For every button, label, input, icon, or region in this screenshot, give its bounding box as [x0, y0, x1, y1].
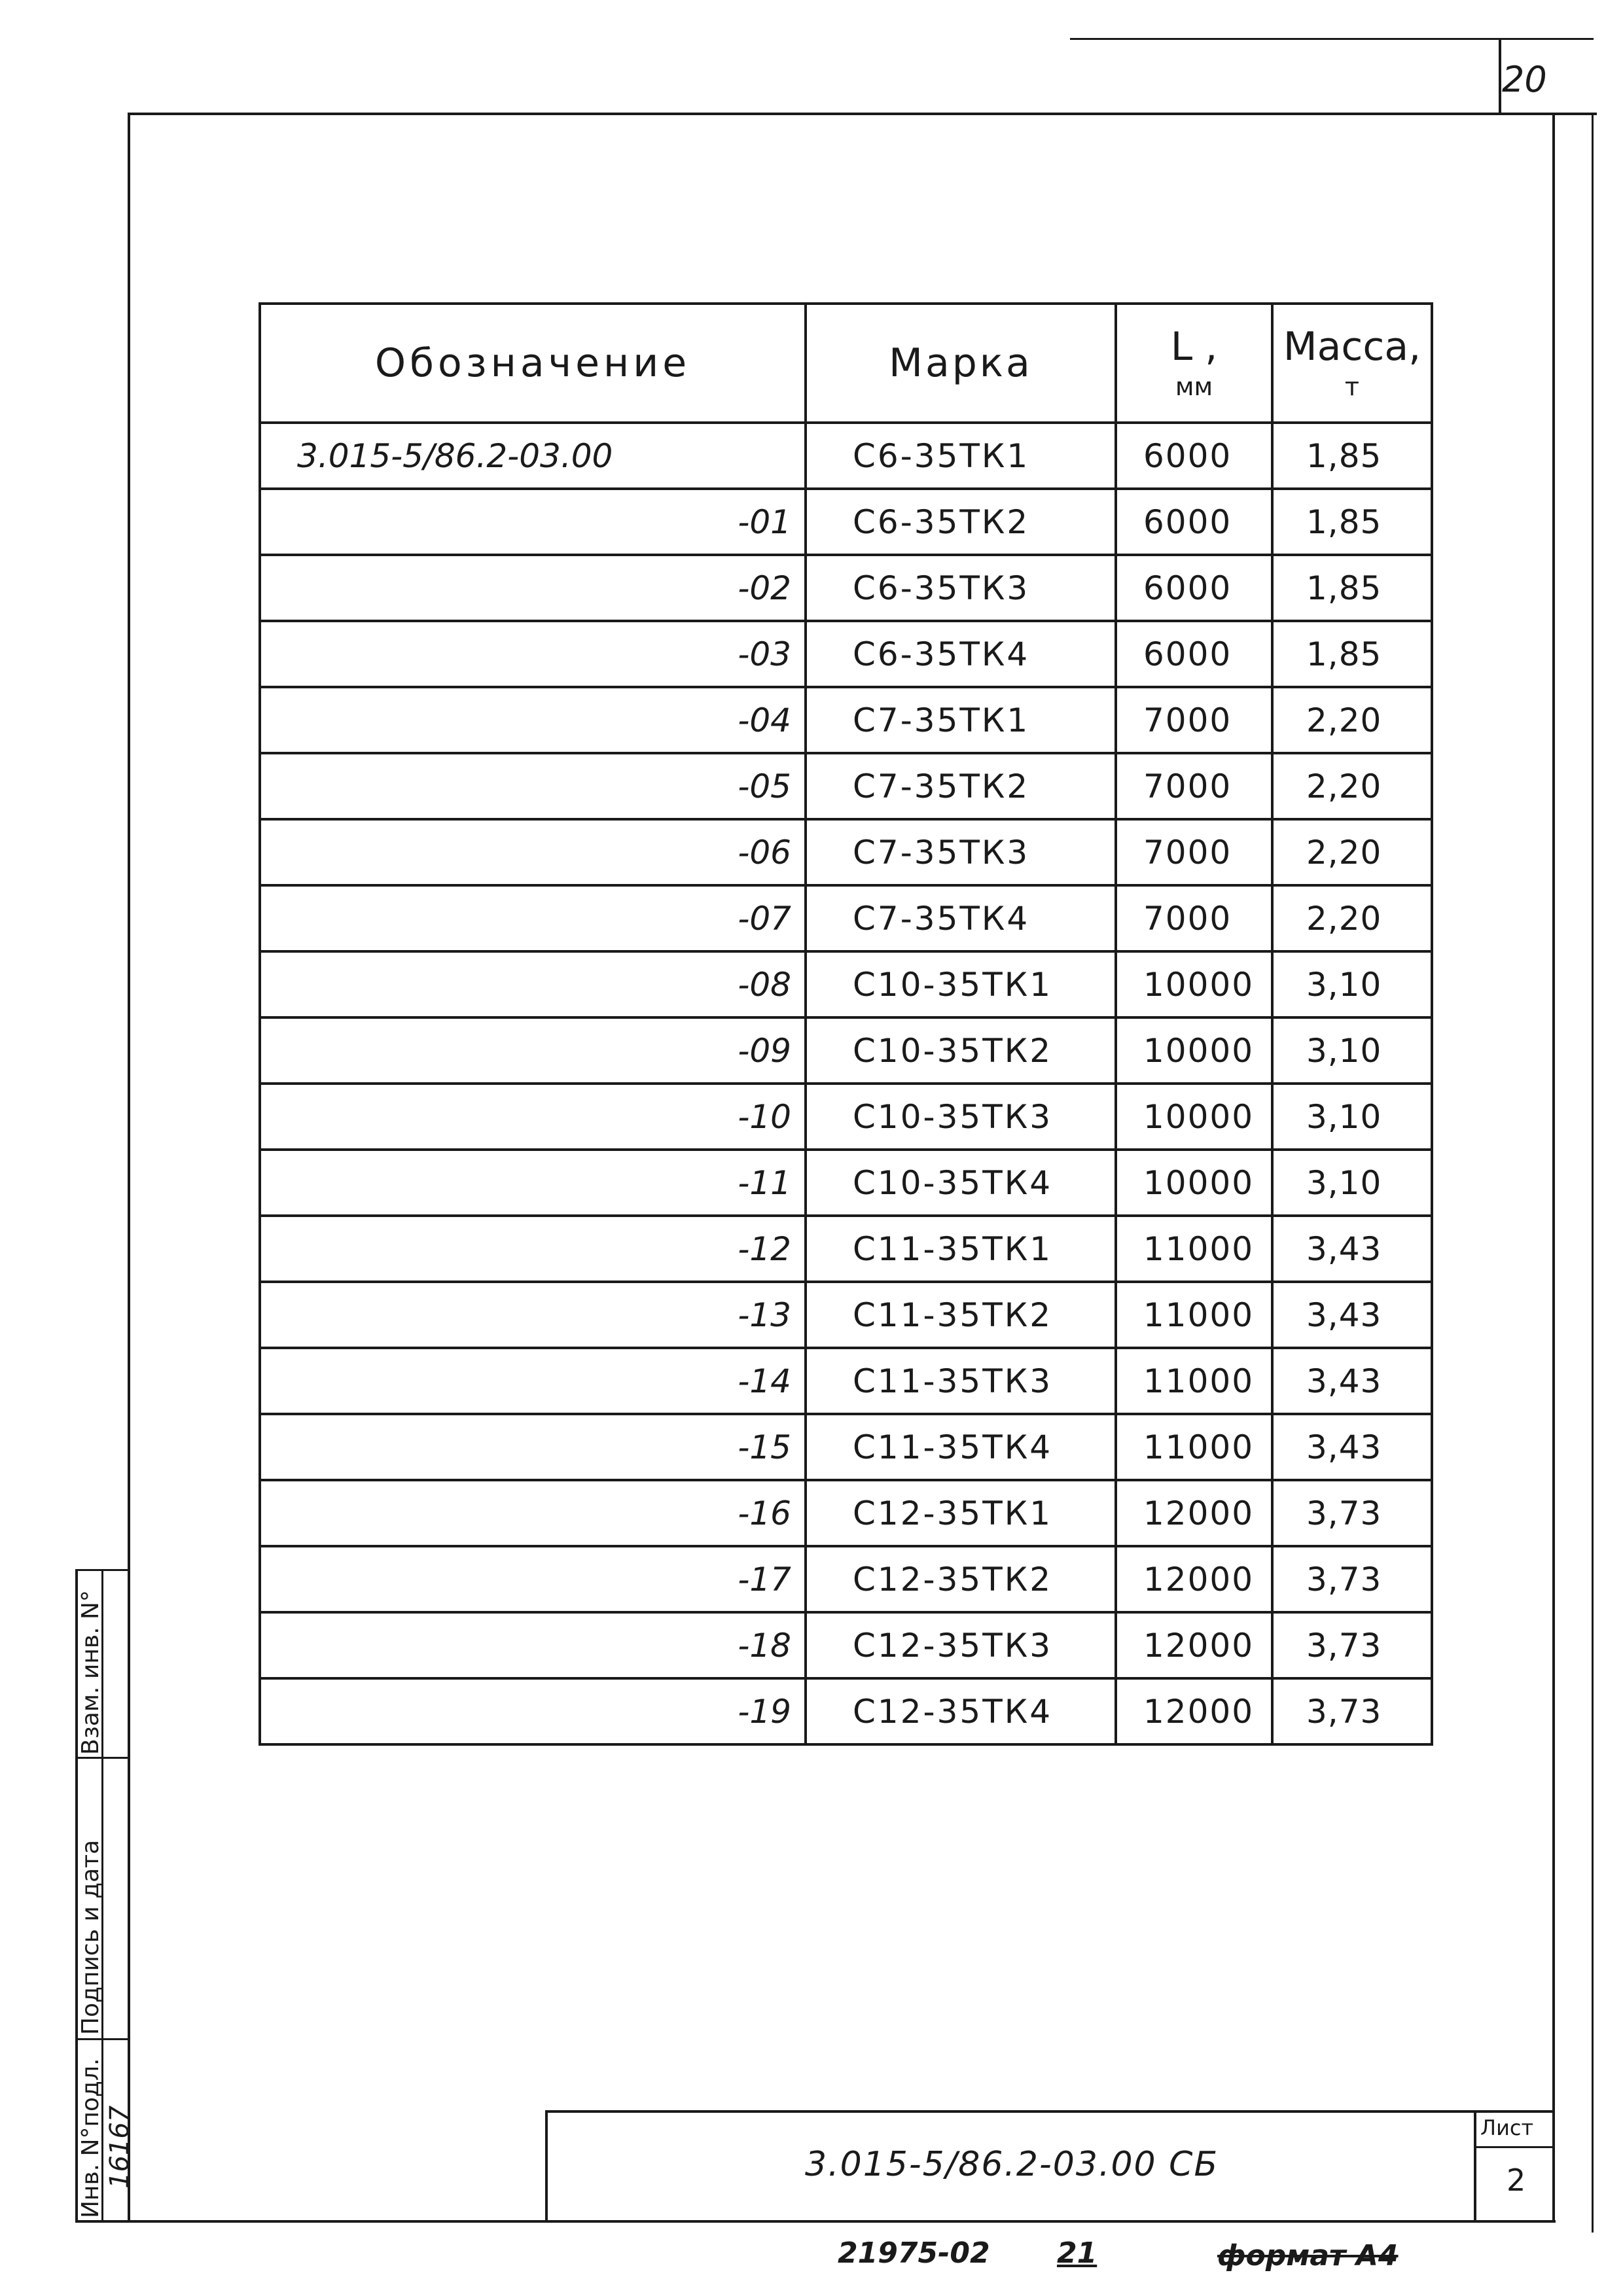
- sheet-number: 2: [1507, 2163, 1526, 2198]
- cell-mass: 3,10: [1272, 1150, 1432, 1216]
- footer-format: формат А4: [1217, 2239, 1399, 2272]
- cell-mark: С6-35ТК1: [806, 423, 1116, 489]
- cell-mark: С10-35ТК3: [806, 1084, 1116, 1150]
- table-row: [260, 753, 1432, 819]
- table-row: [260, 819, 1432, 885]
- cell-mass: 3,43: [1272, 1282, 1432, 1348]
- frame-top: [128, 113, 1597, 115]
- table-row: [260, 1216, 1432, 1282]
- cell-mass: 3,73: [1272, 1678, 1432, 1744]
- cell-designation: -03: [260, 621, 806, 687]
- cell-length: 11000: [1116, 1348, 1272, 1414]
- cell-designation: -18: [260, 1612, 806, 1678]
- cell-mass: 3,10: [1272, 1017, 1432, 1084]
- stamp-sign-date: Подпись и дата: [77, 1839, 104, 2035]
- sheet-label: Лист: [1480, 2115, 1534, 2140]
- cell-mass: 1,85: [1272, 621, 1432, 687]
- cell-mass: 2,20: [1272, 819, 1432, 885]
- cell-mark: С10-35ТК4: [806, 1150, 1116, 1216]
- header-mass-unit: т: [1344, 372, 1360, 401]
- cell-designation: -17: [260, 1546, 806, 1612]
- footer-order: 21975-02: [838, 2236, 990, 2270]
- cell-mark: С7-35ТК2: [806, 753, 1116, 819]
- header-length-label: L ,: [1170, 324, 1218, 370]
- cell-length: 6000: [1116, 621, 1272, 687]
- document-code: 3.015-5/86.2-03.00 СБ: [805, 2145, 1219, 2184]
- frame-right: [1552, 113, 1555, 2223]
- cell-mark: С6-35ТК2: [806, 489, 1116, 555]
- title-block-left: [545, 2110, 548, 2221]
- cell-length: 12000: [1116, 1546, 1272, 1612]
- cell-length: 12000: [1116, 1612, 1272, 1678]
- cell-mark: С10-35ТК1: [806, 951, 1116, 1017]
- stamp-inv-number: 16167: [105, 2105, 135, 2189]
- cell-designation: -05: [260, 753, 806, 819]
- cell-length: 11000: [1116, 1282, 1272, 1348]
- table-row: [260, 687, 1432, 753]
- cell-mass: 3,73: [1272, 1546, 1432, 1612]
- table-row: [260, 621, 1432, 687]
- table-row: [260, 951, 1432, 1017]
- cell-mass: 3,73: [1272, 1612, 1432, 1678]
- cell-designation: -02: [260, 555, 806, 621]
- header-designation: Обозначение: [260, 304, 806, 423]
- cell-mark: С6-35ТК3: [806, 555, 1116, 621]
- specification-table: [259, 302, 1433, 1746]
- header-mass: [1272, 304, 1432, 423]
- cell-mass: 3,10: [1272, 1084, 1432, 1150]
- cell-designation: -14: [260, 1348, 806, 1414]
- cell-designation: -07: [260, 885, 806, 951]
- cell-designation: 3.015-5/86.2-03.00: [260, 423, 806, 489]
- cell-mass: 2,20: [1272, 687, 1432, 753]
- cell-length: 7000: [1116, 819, 1272, 885]
- table-row: [260, 1546, 1432, 1612]
- cell-mark: С7-35ТК3: [806, 819, 1116, 885]
- table-row: [260, 1084, 1432, 1150]
- page-number: 20: [1502, 59, 1547, 100]
- cell-mass: 3,73: [1272, 1480, 1432, 1546]
- table-row: [260, 489, 1432, 555]
- cell-designation: -19: [260, 1678, 806, 1744]
- cell-mark: С12-35ТК2: [806, 1546, 1116, 1612]
- cell-designation: -16: [260, 1480, 806, 1546]
- cell-length: 10000: [1116, 1150, 1272, 1216]
- header-length: [1116, 304, 1272, 423]
- cell-mark: С12-35ТК3: [806, 1612, 1116, 1678]
- table-row: [260, 423, 1432, 489]
- stamp-inv-orig: Инв. N°подл.: [77, 2058, 104, 2218]
- cell-designation: -12: [260, 1216, 806, 1282]
- cell-mass: 1,85: [1272, 489, 1432, 555]
- cell-mark: С7-35ТК1: [806, 687, 1116, 753]
- cell-length: 12000: [1116, 1480, 1272, 1546]
- cell-designation: -15: [260, 1414, 806, 1480]
- table-row: [260, 1612, 1432, 1678]
- header-mark: Марка: [806, 304, 1116, 423]
- title-block-sheet-divider: [1474, 2110, 1476, 2221]
- cell-mass: 3,43: [1272, 1348, 1432, 1414]
- cell-mass: 1,85: [1272, 423, 1432, 489]
- cell-mark: С11-35ТК1: [806, 1216, 1116, 1282]
- cell-mass: 1,85: [1272, 555, 1432, 621]
- table-row: [260, 1017, 1432, 1084]
- table-row: [260, 555, 1432, 621]
- cell-length: 7000: [1116, 687, 1272, 753]
- cell-mark: С11-35ТК2: [806, 1282, 1116, 1348]
- cell-designation: -01: [260, 489, 806, 555]
- header-mass-label: Масса,: [1283, 324, 1421, 370]
- table-row: [260, 1480, 1432, 1546]
- footer-page: 21: [1057, 2236, 1097, 2270]
- cell-designation: -08: [260, 951, 806, 1017]
- cell-mass: 2,20: [1272, 753, 1432, 819]
- cell-mark: С11-35ТК3: [806, 1348, 1116, 1414]
- table-row: [260, 1282, 1432, 1348]
- title-block-top: [545, 2110, 1555, 2113]
- cell-designation: -10: [260, 1084, 806, 1150]
- cell-length: 10000: [1116, 951, 1272, 1017]
- cell-length: 12000: [1116, 1678, 1272, 1744]
- cell-mark: С12-35ТК1: [806, 1480, 1116, 1546]
- cell-length: 11000: [1116, 1216, 1272, 1282]
- cell-length: 10000: [1116, 1017, 1272, 1084]
- cell-length: 6000: [1116, 489, 1272, 555]
- cell-length: 6000: [1116, 555, 1272, 621]
- cell-mark: С7-35ТК4: [806, 885, 1116, 951]
- table-row: [260, 1348, 1432, 1414]
- cell-designation: -11: [260, 1150, 806, 1216]
- frame-outer-right: [1592, 113, 1594, 2233]
- frame-left: [128, 113, 130, 2223]
- cell-designation: -13: [260, 1282, 806, 1348]
- cell-length: 6000: [1116, 423, 1272, 489]
- cell-length: 7000: [1116, 753, 1272, 819]
- cell-mass: 2,20: [1272, 885, 1432, 951]
- cell-mass: 3,43: [1272, 1216, 1432, 1282]
- table-header-row: [260, 304, 1432, 423]
- frame-bottom: [75, 2220, 1556, 2223]
- table-row: [260, 1150, 1432, 1216]
- cell-designation: -09: [260, 1017, 806, 1084]
- cell-mark: С6-35ТК4: [806, 621, 1116, 687]
- table-row: [260, 1678, 1432, 1744]
- cell-designation: -06: [260, 819, 806, 885]
- cell-length: 7000: [1116, 885, 1272, 951]
- cell-designation: -04: [260, 687, 806, 753]
- cell-mark: С11-35ТК4: [806, 1414, 1116, 1480]
- table-row: [260, 885, 1432, 951]
- header-length-unit: мм: [1175, 372, 1213, 401]
- cell-mass: 3,10: [1272, 951, 1432, 1017]
- cell-length: 11000: [1116, 1414, 1272, 1480]
- cell-mark: С12-35ТК4: [806, 1678, 1116, 1744]
- cell-mark: С10-35ТК2: [806, 1017, 1116, 1084]
- table-row: [260, 1414, 1432, 1480]
- stamp-inv-replace: Взам. инв. N°: [77, 1590, 104, 1755]
- cell-mass: 3,43: [1272, 1414, 1432, 1480]
- title-block-sheet-line: [1474, 2146, 1555, 2148]
- cell-length: 10000: [1116, 1084, 1272, 1150]
- table-body: [260, 423, 1432, 1744]
